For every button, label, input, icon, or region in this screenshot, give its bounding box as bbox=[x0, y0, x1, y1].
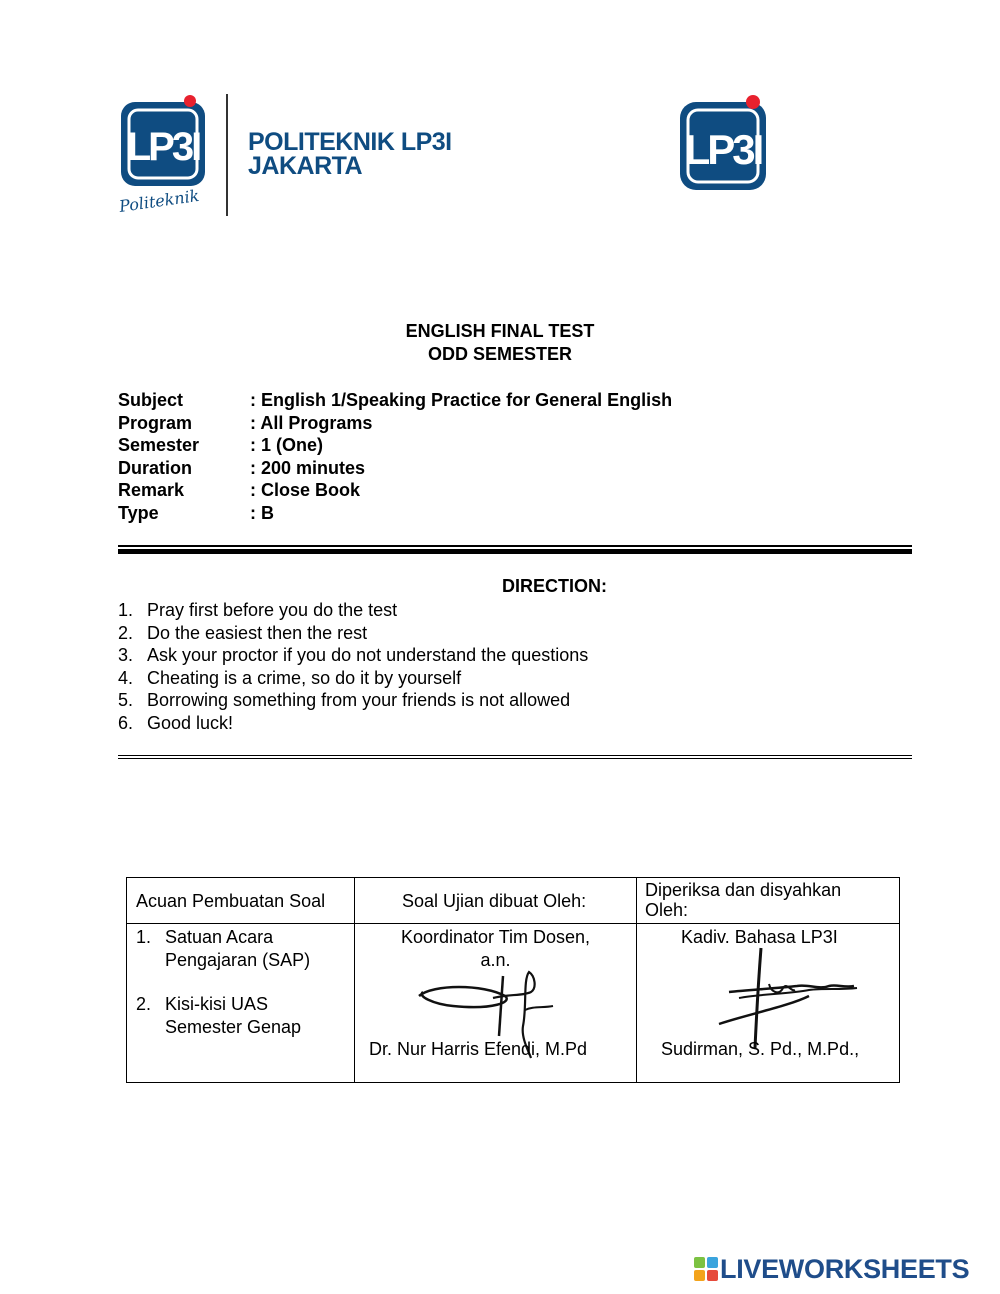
approval-table bbox=[126, 877, 900, 1083]
info-row-subject: Subject : English 1/Speaking Practice for General English bbox=[118, 390, 673, 410]
liveworksheets-text: LIVEWORKSHEETS bbox=[720, 1253, 970, 1284]
list-item: 2. Do the easiest then the rest bbox=[118, 622, 368, 643]
info-row-type: Type : B bbox=[118, 502, 274, 523]
approver-name: Sudirman, S. Pd., M.Pd., bbox=[661, 1039, 860, 1059]
liveworksheets-logo bbox=[694, 1254, 969, 1284]
header-divider bbox=[226, 94, 228, 216]
header-approver: Diperiksa dan disyahkan Oleh: bbox=[637, 878, 900, 924]
info-row-duration: Duration : 200 minutes bbox=[118, 457, 366, 478]
lp3i-logo-left bbox=[118, 94, 210, 218]
direction-heading: DIRECTION: bbox=[502, 576, 607, 596]
direction-list bbox=[118, 599, 588, 735]
maker-role: Koordinator Tim Dosen, bbox=[400, 927, 591, 947]
lp3i-logo-right bbox=[678, 94, 770, 194]
institution-line1: POLITEKNIK LP3I bbox=[248, 128, 452, 156]
reference-cell: 1. Satuan Acara Pengajaran (SAP) 2. Kisi-kisi UAS Semester Genap bbox=[127, 924, 355, 1083]
reference-item-2: 2. Kisi-kisi UAS bbox=[136, 994, 269, 1015]
svg-text:LP3I: LP3I bbox=[126, 125, 200, 169]
semester-title: ODD SEMESTER bbox=[427, 344, 573, 364]
svg-text:Politeknik: Politeknik bbox=[118, 185, 201, 216]
liveworksheets-icon bbox=[694, 1257, 718, 1281]
svg-text:LP3I: LP3I bbox=[684, 126, 762, 173]
double-divider bbox=[118, 755, 912, 759]
list-item: 1. Pray first before you do the test bbox=[118, 600, 398, 620]
approver-cell bbox=[637, 924, 900, 1083]
thick-divider bbox=[118, 545, 912, 554]
header-acuan: Acuan Pembuatan Soal bbox=[127, 878, 355, 924]
maker-name: Dr. Nur Harris Efendi, M.Pd bbox=[369, 1039, 588, 1059]
exam-info bbox=[118, 389, 672, 525]
info-row-program: Program : All Programs bbox=[118, 412, 373, 433]
institution-line2: JAKARTA bbox=[248, 152, 363, 180]
institution-name bbox=[248, 130, 452, 178]
maker-cell: Koordinator Tim Dosen, a.n. Dr. Nur Harris Efendi, M.Pd bbox=[355, 924, 637, 1083]
list-item: 3. Ask your proctor if you do not understand the questions bbox=[118, 645, 589, 666]
header-maker: Soal Ujian dibuat Oleh: bbox=[355, 878, 637, 924]
reference-item-1: 1. Satuan Acara bbox=[136, 927, 274, 947]
test-title: ENGLISH FINAL TEST bbox=[405, 321, 595, 341]
list-item: 4. Cheating is a crime, so do it by yourself bbox=[118, 667, 462, 688]
list-item: 6. Good luck! bbox=[118, 712, 234, 733]
list-item: 5. Borrowing something from your friends is not allowed bbox=[118, 690, 571, 711]
approver-signature bbox=[709, 944, 869, 1054]
info-row-semester: Semester : 1 (One) bbox=[118, 435, 324, 456]
approver-role: Kadiv. Bahasa LP3I bbox=[681, 927, 838, 947]
info-row-remark: Remark : Close Book bbox=[118, 480, 361, 501]
